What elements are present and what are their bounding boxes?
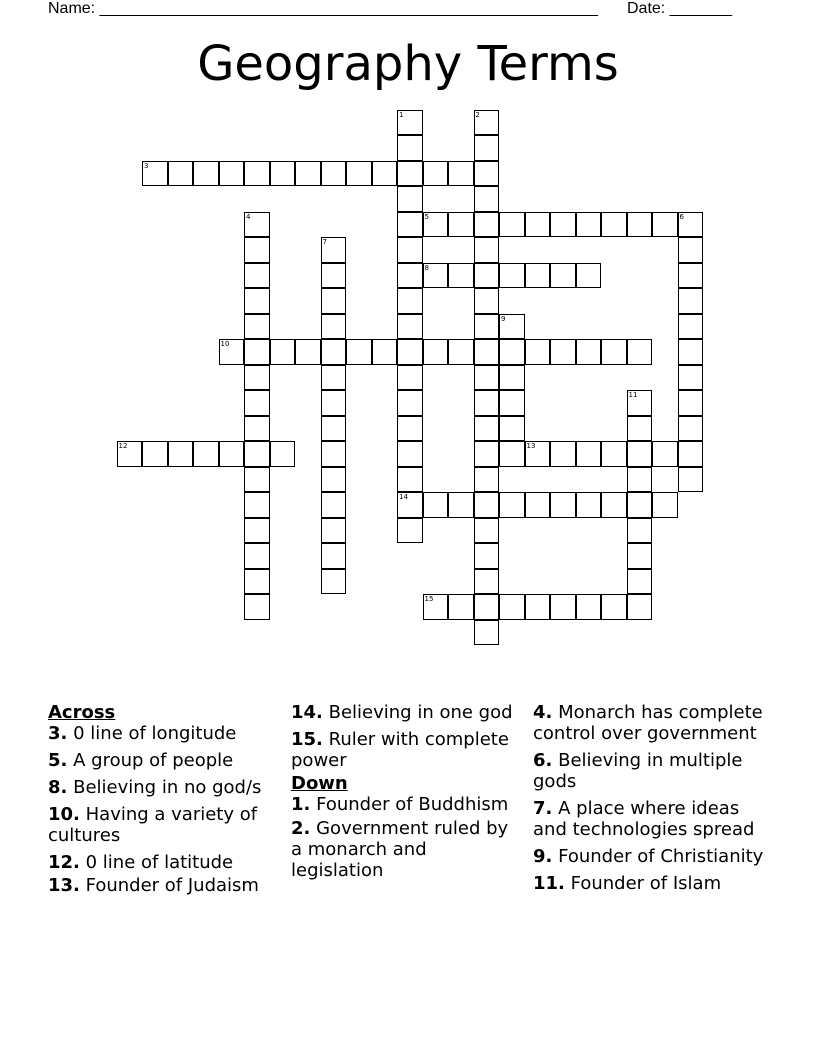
grid-cell[interactable] (525, 594, 551, 620)
grid-cell[interactable] (499, 390, 525, 416)
clue-text: A place where ideas and technologies spread (533, 798, 755, 840)
grid-cell[interactable] (397, 339, 423, 365)
grid-cell[interactable] (321, 314, 347, 340)
clue-number: 14. (291, 702, 323, 723)
grid-cell[interactable] (168, 441, 194, 467)
grid-cell[interactable] (244, 467, 270, 493)
grid-cell[interactable] (448, 594, 474, 620)
grid-cell[interactable] (499, 492, 525, 518)
cell-number: 1 (399, 110, 404, 119)
grid-cell[interactable] (499, 263, 525, 289)
clue-text: Founder of Buddhism (316, 794, 509, 815)
grid-cell[interactable] (474, 110, 500, 136)
clue-column-1 (48, 702, 280, 902)
clue-number: 5. (48, 750, 68, 771)
grid-cell[interactable] (219, 339, 245, 365)
clue-down-2 (291, 818, 523, 881)
grid-cell[interactable] (576, 212, 602, 238)
clue-text: Government ruled by a monarch and legislation (291, 818, 509, 881)
grid-cell[interactable] (372, 161, 398, 187)
clue-down-1 (291, 794, 523, 815)
grid-cell[interactable] (244, 569, 270, 595)
grid-cell[interactable] (321, 161, 347, 187)
grid-cell[interactable] (474, 365, 500, 391)
grid-cell[interactable] (576, 263, 602, 289)
clue-down-4 (533, 702, 765, 744)
grid-cell[interactable] (576, 339, 602, 365)
grid-cell[interactable] (474, 467, 500, 493)
grid-cell[interactable] (397, 492, 423, 518)
grid-cell[interactable] (423, 339, 449, 365)
cell-number: 3 (144, 161, 149, 170)
grid-cell[interactable] (397, 416, 423, 442)
clue-across-5 (48, 750, 280, 771)
clue-text: Founder of Judaism (85, 875, 259, 896)
grid-cell[interactable] (244, 543, 270, 569)
cell-number: 7 (322, 238, 327, 246)
grid-cell[interactable] (423, 263, 449, 289)
grid-cell[interactable] (499, 441, 525, 467)
grid-cell[interactable] (678, 365, 704, 391)
grid-cell[interactable] (244, 365, 270, 391)
grid-cell[interactable] (474, 620, 500, 646)
grid-cell[interactable] (652, 441, 678, 467)
grid-cell[interactable] (627, 543, 653, 569)
clue-number: 9. (533, 846, 553, 867)
grid-cell[interactable] (601, 339, 627, 365)
clue-across-15 (291, 729, 523, 771)
grid-cell[interactable] (244, 263, 270, 289)
clue-number: 3. (48, 723, 68, 744)
clue-number: 15. (291, 729, 323, 750)
grid-cell[interactable] (525, 339, 551, 365)
grid-cell[interactable] (627, 416, 653, 442)
grid-cell[interactable] (244, 161, 270, 187)
grid-cell[interactable] (678, 263, 704, 289)
grid-cell[interactable] (321, 569, 347, 595)
page-title: Geography Terms (197, 36, 619, 92)
clue-number: 6. (533, 750, 553, 771)
grid-cell[interactable] (601, 594, 627, 620)
grid-cell[interactable] (550, 594, 576, 620)
clue-across-14 (291, 702, 523, 723)
grid-cell[interactable] (576, 441, 602, 467)
grid-cell[interactable] (270, 441, 296, 467)
grid-cell[interactable] (397, 518, 423, 544)
grid-cell[interactable] (678, 467, 704, 493)
cell-number: 14 (399, 493, 408, 501)
clue-text: A group of people (73, 750, 234, 771)
cell-number: 13 (526, 442, 536, 450)
clue-across-10 (48, 804, 280, 846)
clue-text: Ruler with complete power (291, 729, 509, 771)
grid-cell[interactable] (244, 212, 270, 238)
grid-cell[interactable] (678, 441, 704, 467)
grid-cell[interactable] (525, 212, 551, 238)
clue-text: Having a variety of cultures (48, 804, 258, 846)
grid-cell[interactable] (525, 441, 551, 467)
clue-down-6 (533, 750, 765, 792)
grid-cell[interactable] (423, 594, 449, 620)
grid-cell[interactable] (321, 416, 347, 442)
clue-number: 7. (533, 798, 553, 819)
clue-number: 10. (48, 804, 80, 825)
grid-cell[interactable] (474, 416, 500, 442)
grid-cell[interactable] (627, 212, 653, 238)
grid-cell[interactable] (117, 441, 143, 467)
grid-cell[interactable] (627, 339, 653, 365)
grid-cell[interactable] (474, 263, 500, 289)
grid-cell[interactable] (219, 441, 245, 467)
grid-cell[interactable] (397, 237, 423, 263)
clue-text: Believing in no god/s (73, 777, 262, 798)
clue-number: 11. (533, 873, 565, 894)
grid-cell[interactable] (678, 390, 704, 416)
clue-number: 12. (48, 852, 80, 873)
grid-cell[interactable] (474, 543, 500, 569)
grid-cell[interactable] (321, 237, 347, 263)
grid-cell[interactable] (397, 288, 423, 314)
clue-number: 2. (291, 818, 311, 839)
grid-cell[interactable] (678, 237, 704, 263)
grid-cell[interactable] (321, 492, 347, 518)
grid-cell[interactable] (678, 416, 704, 442)
grid-cell[interactable] (678, 288, 704, 314)
cell-number: 6 (679, 212, 684, 221)
grid-cell[interactable] (474, 288, 500, 314)
grid-cell[interactable] (423, 212, 449, 238)
down-heading: Down (291, 773, 348, 794)
grid-cell[interactable] (397, 390, 423, 416)
grid-cell[interactable] (397, 365, 423, 391)
grid-cell[interactable] (678, 339, 704, 365)
grid-cell[interactable] (601, 212, 627, 238)
grid-cell[interactable] (244, 441, 270, 467)
grid-cell[interactable] (244, 594, 270, 620)
grid-cell[interactable] (474, 135, 500, 161)
clue-text: Founder of Islam (570, 873, 722, 894)
grid-cell[interactable] (321, 365, 347, 391)
grid-cell[interactable] (244, 390, 270, 416)
cell-number: 12 (118, 442, 128, 450)
grid-cell[interactable] (270, 339, 296, 365)
grid-cell[interactable] (550, 263, 576, 289)
grid-cell[interactable] (550, 441, 576, 467)
grid-cell[interactable] (397, 263, 423, 289)
grid-cell[interactable] (193, 161, 219, 187)
grid-cell[interactable] (525, 492, 551, 518)
clue-across-12 (48, 852, 280, 873)
date-field-label: Date: _______ (627, 0, 732, 17)
across-heading: Across (48, 702, 116, 723)
grid-cell[interactable] (474, 594, 500, 620)
grid-cell[interactable] (474, 569, 500, 595)
grid-cell[interactable] (474, 441, 500, 467)
grid-cell[interactable] (474, 237, 500, 263)
grid-cell[interactable] (499, 314, 525, 340)
cell-number: 11 (628, 391, 638, 399)
cell-number: 15 (424, 595, 434, 603)
grid-cell[interactable] (652, 212, 678, 238)
grid-cell[interactable] (397, 186, 423, 212)
cell-number: 9 (501, 314, 506, 323)
grid-cell[interactable] (448, 212, 474, 238)
grid-cell[interactable] (474, 314, 500, 340)
grid-cell[interactable] (219, 161, 245, 187)
grid-cell[interactable] (397, 314, 423, 340)
cell-number: 8 (424, 263, 429, 272)
grid-cell[interactable] (627, 569, 653, 595)
clue-across-8 (48, 777, 280, 798)
cell-number: 2 (475, 110, 480, 119)
grid-cell[interactable] (678, 314, 704, 340)
grid-cell[interactable] (397, 467, 423, 493)
grid-cell[interactable] (244, 288, 270, 314)
grid-cell[interactable] (627, 518, 653, 544)
clue-text: 0 line of longitude (73, 723, 237, 744)
grid-cell[interactable] (499, 212, 525, 238)
clue-text: Monarch has complete control over government (533, 702, 763, 744)
grid-cell[interactable] (448, 492, 474, 518)
grid-cell[interactable] (448, 339, 474, 365)
grid-cell[interactable] (321, 441, 347, 467)
grid-cell[interactable] (474, 186, 500, 212)
clue-column-2 (291, 702, 523, 887)
grid-cell[interactable] (423, 492, 449, 518)
grid-cell[interactable] (397, 135, 423, 161)
clue-number: 8. (48, 777, 68, 798)
clue-text: Believing in one god (328, 702, 513, 723)
grid-cell[interactable] (499, 594, 525, 620)
grid-cell[interactable] (678, 212, 704, 238)
grid-cell[interactable] (627, 467, 653, 493)
grid-cell[interactable] (372, 339, 398, 365)
grid-cell[interactable] (193, 441, 219, 467)
grid-cell[interactable] (550, 212, 576, 238)
grid-cell[interactable] (550, 339, 576, 365)
grid-cell[interactable] (448, 161, 474, 187)
grid-cell[interactable] (270, 161, 296, 187)
grid-cell[interactable] (321, 288, 347, 314)
grid-cell[interactable] (525, 263, 551, 289)
grid-cell[interactable] (652, 492, 678, 518)
grid-cell[interactable] (295, 161, 321, 187)
grid-cell[interactable] (397, 110, 423, 136)
clue-down-11 (533, 873, 765, 894)
grid-cell[interactable] (601, 492, 627, 518)
grid-cell[interactable] (321, 467, 347, 493)
cell-number: 4 (246, 212, 251, 221)
clue-text: 0 line of latitude (85, 852, 234, 873)
grid-cell[interactable] (448, 263, 474, 289)
grid-cell[interactable] (474, 390, 500, 416)
grid-cell[interactable] (627, 492, 653, 518)
clue-down-9 (533, 846, 765, 867)
grid-cell[interactable] (168, 161, 194, 187)
clue-across-13 (48, 875, 280, 896)
clue-across-3 (48, 723, 280, 744)
grid-cell[interactable] (244, 237, 270, 263)
name-field-label: Name: ________________________________________________________ (48, 0, 598, 17)
clue-text: Believing in multiple gods (533, 750, 743, 792)
grid-cell[interactable] (321, 263, 347, 289)
grid-cell[interactable] (142, 441, 168, 467)
grid-cell[interactable] (576, 594, 602, 620)
clue-column-3 (533, 702, 765, 900)
clue-down-7 (533, 798, 765, 840)
grid-cell[interactable] (397, 161, 423, 187)
grid-cell[interactable] (244, 416, 270, 442)
grid-cell[interactable] (423, 161, 449, 187)
grid-cell[interactable] (321, 543, 347, 569)
grid-cell[interactable] (397, 212, 423, 238)
grid-cell[interactable] (142, 161, 168, 187)
grid-cell[interactable] (474, 212, 500, 238)
clue-number: 1. (291, 794, 311, 815)
grid-cell[interactable] (474, 492, 500, 518)
grid-cell[interactable] (321, 518, 347, 544)
grid-cell[interactable] (244, 314, 270, 340)
cell-number: 10 (220, 340, 230, 348)
grid-cell[interactable] (474, 518, 500, 544)
clue-number: 4. (533, 702, 553, 723)
grid-cell[interactable] (576, 492, 602, 518)
cell-number: 5 (424, 212, 429, 221)
grid-cell[interactable] (499, 339, 525, 365)
clue-number: 13. (48, 875, 80, 896)
grid-cell[interactable] (244, 518, 270, 544)
grid-cell[interactable] (295, 339, 321, 365)
grid-cell[interactable] (474, 161, 500, 187)
grid-cell[interactable] (397, 441, 423, 467)
grid-cell[interactable] (321, 339, 347, 365)
grid-cell[interactable] (346, 161, 372, 187)
grid-cell[interactable] (627, 390, 653, 416)
grid-cell[interactable] (244, 339, 270, 365)
grid-cell[interactable] (321, 390, 347, 416)
grid-cell[interactable] (550, 492, 576, 518)
grid-cell[interactable] (601, 441, 627, 467)
grid-cell[interactable] (627, 594, 653, 620)
grid-cell[interactable] (346, 339, 372, 365)
clue-text: Founder of Christianity (558, 846, 764, 867)
grid-cell[interactable] (627, 441, 653, 467)
grid-cell[interactable] (474, 339, 500, 365)
grid-cell[interactable] (244, 492, 270, 518)
grid-cell[interactable] (499, 365, 525, 391)
grid-cell[interactable] (499, 416, 525, 442)
